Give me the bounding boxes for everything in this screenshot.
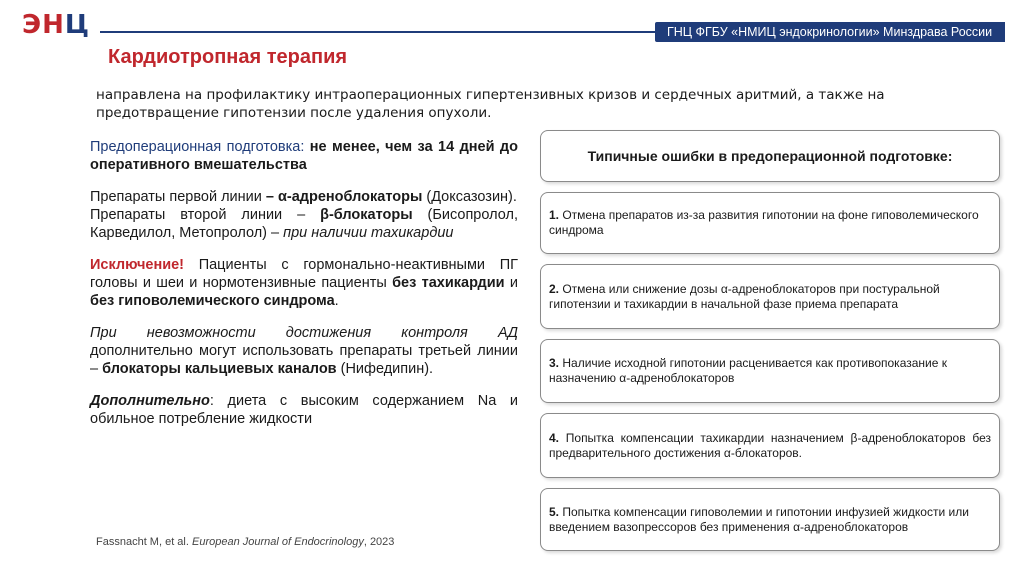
error-item-4: 4. Попытка компенсации тахикардии назначением β-адреноблокаторов без предварительного достижения α-блокаторов. [540, 413, 1000, 478]
additional-paragraph: Дополнительно: диета с высоким содержанием Na и обильное потребление жидкости [90, 393, 518, 427]
page-title: Кардиотропная терапия [108, 46, 348, 68]
intro-text: направлена на профилактику интраоперационных гипертензивных кризов и сердечных аритмий, а также на предотвращение гипотензии после удаления опухоли. [96, 87, 885, 121]
org-banner: ГНЦ ФГБУ «НМИЦ эндокринологии» Минздрава России [655, 22, 1005, 42]
prep-paragraph [90, 138, 518, 174]
header-rule [100, 31, 660, 33]
prep-value: не менее, чем за 14 дней до оперативного вмешательства [90, 139, 518, 173]
third-line-drugs: блокаторы кальциевых каналов [102, 361, 337, 377]
error-item-2: 2. Отмена или снижение дозы α-адреноблокаторов при постуральной гипотензии и тахикардии в начальной фазе приема препарата [540, 264, 1000, 329]
left-column [90, 138, 518, 442]
first-line-drugs: – α-адреноблокаторы [265, 189, 423, 205]
citation: Fassnacht M, et al. European Journal of Endocrinology, 2023 [96, 536, 395, 548]
second-line-drugs: β-блокаторы [320, 207, 413, 223]
third-line-paragraph: При невозможности достижения контроля АД дополнительно могут использовать препараты третьей линии – блокаторы кальциевых каналов (Нифедипин). [90, 325, 518, 377]
prep-label: Предоперационная подготовка: [90, 139, 305, 155]
logo: ЭНЦ [22, 10, 90, 40]
errors-title: Типичные ошибки в предоперационной подготовке: [587, 147, 953, 164]
drugs-paragraph: Препараты первой линии – α-адреноблокаторы (Доксазозин). Препараты второй линии – β-блокаторы (Бисопролол, Карведилол, Метопролол) – при наличии тахикардии [90, 189, 518, 241]
error-item-5: 5. Попытка компенсации гиповолемии и гипотонии инфузией жидкости или введением вазопрессоров без применения α-адреноблокаторов [540, 488, 1000, 551]
error-item-3: 3. Наличие исходной гипотонии расценивается как противопоказание к назначению α-адреноблокаторов [540, 339, 1000, 403]
additional-label: Дополнительно [90, 393, 210, 409]
error-item-1: 1. Отмена препаратов из-за развития гипотонии на фоне гиповолемического синдрома [540, 192, 1000, 254]
errors-title-box [540, 130, 1000, 182]
exception-paragraph: Исключение! Пациенты с гормонально-неактивными ПГ головы и шеи и нормотензивные пациенты без тахикардии и без гиповолемического синдрома. [90, 257, 518, 309]
exception-label: Исключение! [90, 257, 185, 273]
